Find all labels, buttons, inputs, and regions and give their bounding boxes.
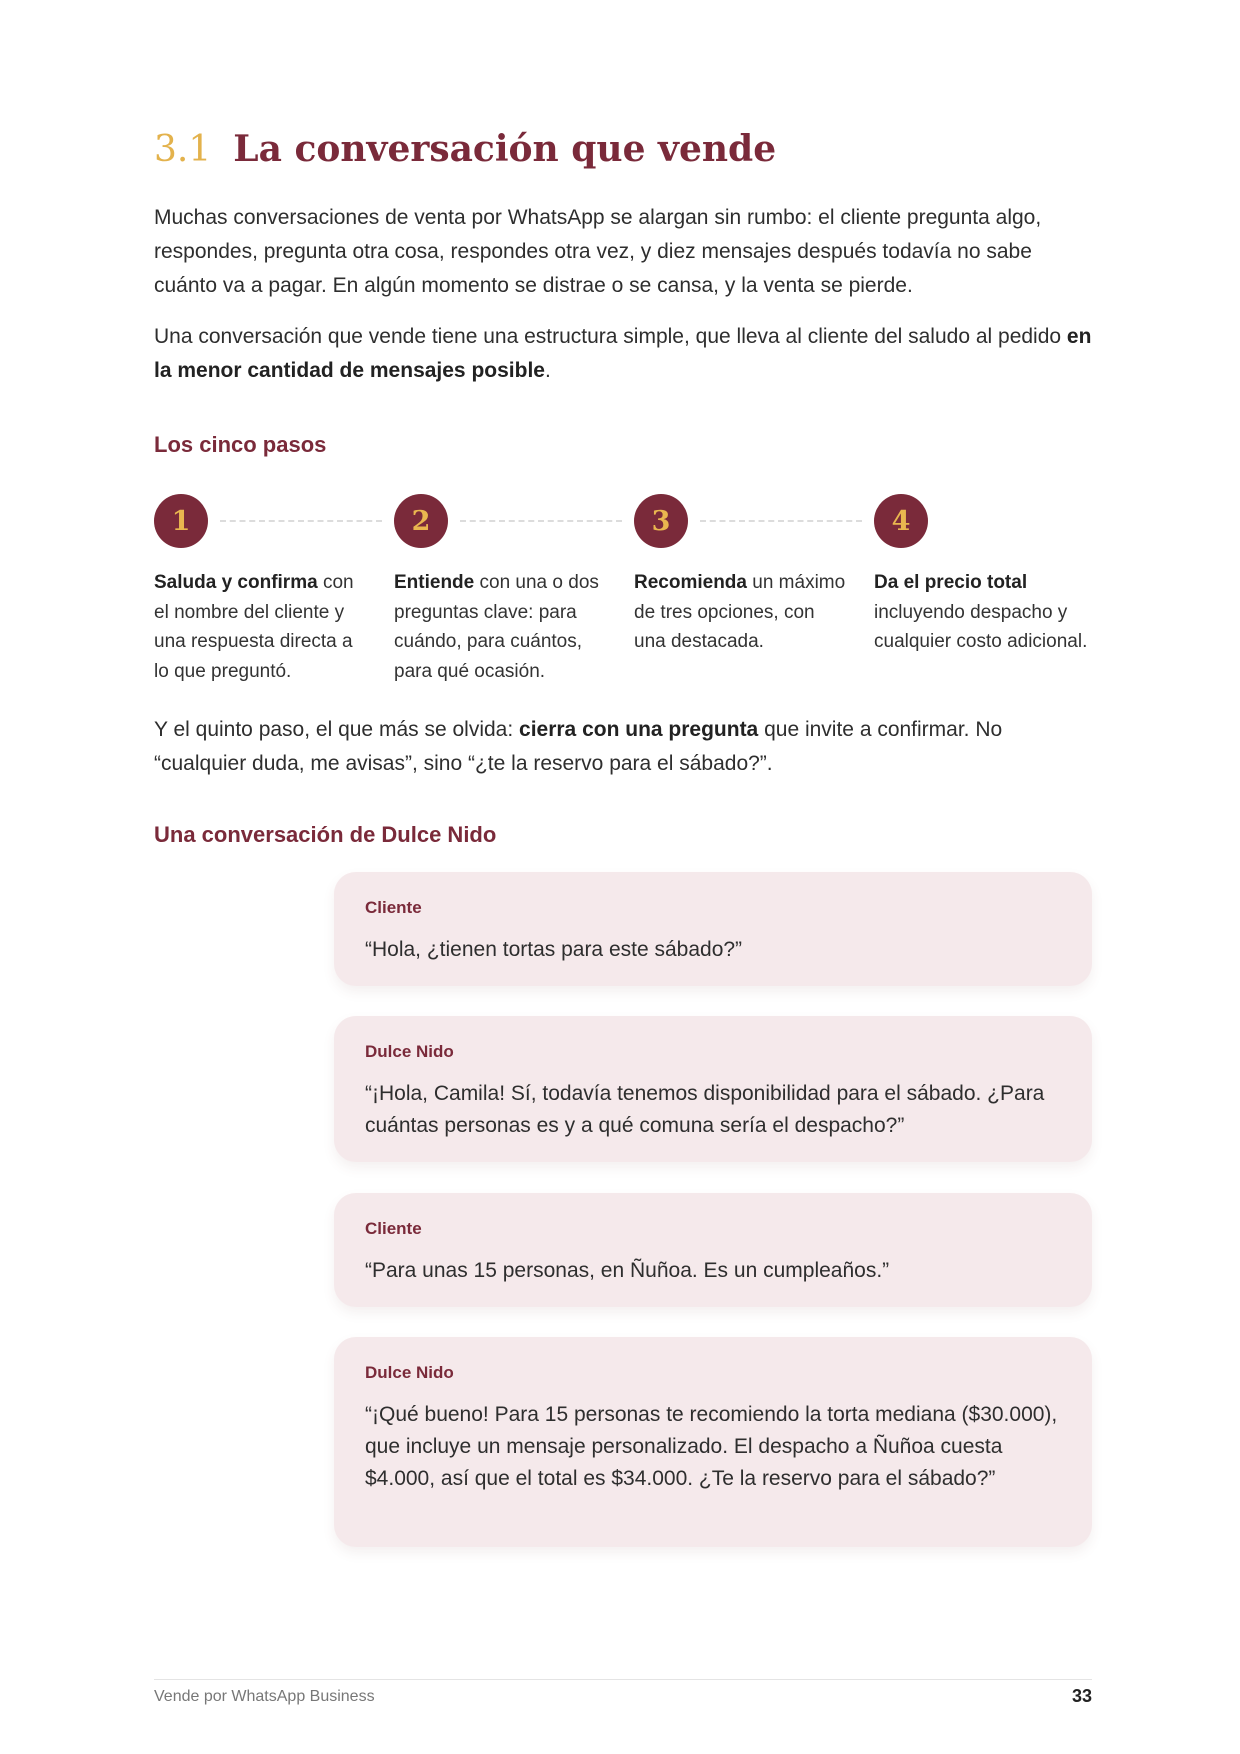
footer-divider [154,1679,1092,1680]
message-bubble-business [334,1337,1092,1547]
message-sender: Cliente [365,898,422,917]
step-connector [220,520,382,522]
step-connector [460,520,622,522]
step-4 [874,494,1088,657]
intro-p2-end: . [544,359,551,382]
steps-heading: Los cinco pasos [154,432,327,457]
message-sender: Cliente [365,1219,422,1238]
step-description [394,568,608,686]
intro-p2-text: Una conversación que vende tiene una estructura simple, que lleva al cliente del saludo al pedido [154,325,1067,348]
step-number-badge: 3 [634,494,688,548]
message-sender: Dulce Nido [365,1363,454,1382]
intro-p2-emphasis: en la menor cantidad de mensajes posible [154,325,1092,382]
section-title: La conversación que vende [233,128,777,170]
fifth-step-rest: que invite a confirmar. No “cualquier duda, me avisas”, sino “¿te la reservo para el sábado?”. [154,718,1003,775]
page-number: 33 [1071,1686,1092,1706]
step-1 [154,494,368,686]
intro-paragraph-1: Muchas conversaciones de venta por WhatsApp se alargan sin rumbo: el cliente pregunta algo, respondes, pregunta otra cosa, respondes otra vez, y diez mensajes después todavía no sabe cuánto va a pagar. En algún momento se distrae o se cansa, y la venta se pierde. [154,206,1042,297]
message-bubble-business [334,1016,1092,1162]
section-heading [154,128,776,170]
message-text: “Para unas 15 personas, en Ñuñoa. Es un cumpleaños.” [365,1259,890,1282]
step-3 [634,494,848,657]
step-body: con el nombre del cliente y una respuesta directa a lo que preguntó. [154,572,354,682]
step-number-badge: 2 [394,494,448,548]
step-number-badge: 1 [154,494,208,548]
conversation-heading: Una conversación de Dulce Nido [154,822,497,847]
step-body: con una o dos preguntas clave: para cuándo, para cuántos, para qué ocasión. [394,572,599,682]
message-text: “¡Qué bueno! Para 15 personas te recomiendo la torta mediana ($30.000), que incluye un mensaje personalizado. El despacho a Ñuñoa cuesta $4.000, así que el total es $34.000. ¿Te la reservo para el sábado?” [365,1403,1058,1490]
fifth-step-emphasis: cierra con una pregunta [519,718,759,741]
fifth-step-paragraph [154,713,1092,781]
step-body: incluyendo despacho y cualquier costo adicional. [874,601,1088,652]
step-body: un máximo de tres opciones, con una destacada. [634,572,846,652]
step-2 [394,494,608,686]
section-number: 3.1 [154,129,212,170]
step-description [874,568,1088,657]
step-description [634,568,848,657]
message-bubble-client [334,872,1092,986]
message-sender: Dulce Nido [365,1042,454,1061]
step-number-badge: 4 [874,494,928,548]
step-title: Da el precio total [874,572,1028,593]
step-description [154,568,368,686]
fifth-step-intro: Y el quinto paso, el que más se olvida: [154,718,520,741]
footer-title: Vende por WhatsApp Business [154,1688,375,1705]
message-text: “Hola, ¿tienen tortas para este sábado?” [365,938,743,961]
step-title: Recomienda [634,572,747,593]
message-text: “¡Hola, Camila! Sí, todavía tenemos disponibilidad para el sábado. ¿Para cuántas personas es y a qué comuna sería el despacho?” [365,1082,1045,1137]
step-connector [700,520,862,522]
message-bubble-client [334,1193,1092,1307]
intro-paragraph-2 [154,320,1092,388]
step-title: Entiende [394,572,475,593]
step-title: Saluda y confirma [154,572,318,593]
